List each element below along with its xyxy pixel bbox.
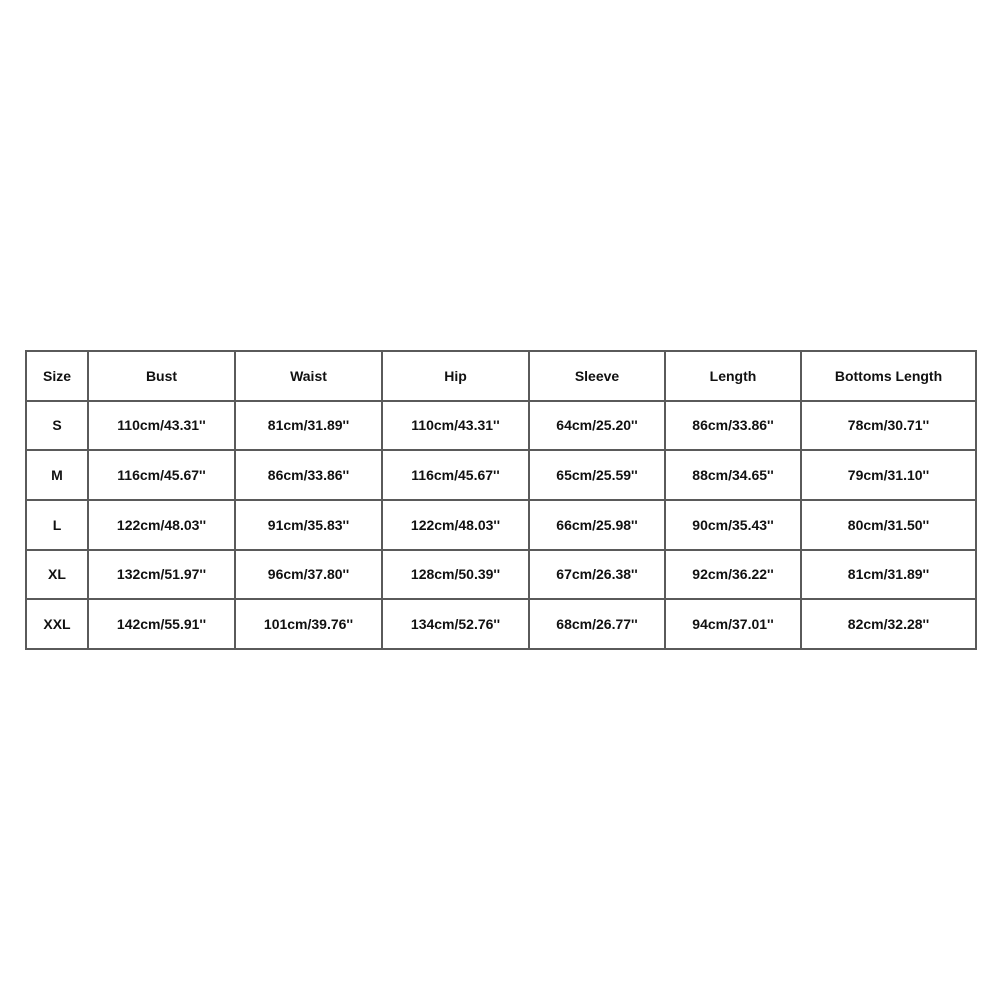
table-header-row	[26, 351, 976, 401]
cell-waist: 81cm/31.89''	[235, 401, 382, 451]
cell-bust: 132cm/51.97''	[88, 550, 235, 600]
cell-sleeve: 64cm/25.20''	[529, 401, 665, 451]
cell-bottoms-length: 78cm/30.71''	[801, 401, 976, 451]
cell-length: 86cm/33.86''	[665, 401, 801, 451]
cell-hip: 116cm/45.67''	[382, 450, 529, 500]
cell-waist: 101cm/39.76''	[235, 599, 382, 649]
cell-bottoms-length: 80cm/31.50''	[801, 500, 976, 550]
cell-bust: 116cm/45.67''	[88, 450, 235, 500]
cell-waist: 86cm/33.86''	[235, 450, 382, 500]
cell-hip: 122cm/48.03''	[382, 500, 529, 550]
cell-size: XL	[26, 550, 88, 600]
cell-bottoms-length: 79cm/31.10''	[801, 450, 976, 500]
cell-hip: 134cm/52.76''	[382, 599, 529, 649]
cell-sleeve: 67cm/26.38''	[529, 550, 665, 600]
header-waist: Waist	[235, 351, 382, 401]
cell-bust: 122cm/48.03''	[88, 500, 235, 550]
cell-size: M	[26, 450, 88, 500]
cell-size: S	[26, 401, 88, 451]
size-chart-table	[25, 350, 977, 650]
header-bust: Bust	[88, 351, 235, 401]
cell-length: 92cm/36.22''	[665, 550, 801, 600]
cell-bottoms-length: 81cm/31.89''	[801, 550, 976, 600]
header-hip: Hip	[382, 351, 529, 401]
cell-sleeve: 66cm/25.98''	[529, 500, 665, 550]
header-bottoms-length: Bottoms Length	[801, 351, 976, 401]
table-row	[26, 500, 976, 550]
table-row	[26, 450, 976, 500]
cell-sleeve: 68cm/26.77''	[529, 599, 665, 649]
header-sleeve: Sleeve	[529, 351, 665, 401]
cell-size: XXL	[26, 599, 88, 649]
table-row	[26, 550, 976, 600]
header-length: Length	[665, 351, 801, 401]
cell-waist: 96cm/37.80''	[235, 550, 382, 600]
cell-length: 94cm/37.01''	[665, 599, 801, 649]
table-row	[26, 599, 976, 649]
cell-length: 90cm/35.43''	[665, 500, 801, 550]
cell-waist: 91cm/35.83''	[235, 500, 382, 550]
cell-hip: 128cm/50.39''	[382, 550, 529, 600]
cell-bust: 142cm/55.91''	[88, 599, 235, 649]
cell-sleeve: 65cm/25.59''	[529, 450, 665, 500]
cell-hip: 110cm/43.31''	[382, 401, 529, 451]
header-size: Size	[26, 351, 88, 401]
cell-bottoms-length: 82cm/32.28''	[801, 599, 976, 649]
cell-length: 88cm/34.65''	[665, 450, 801, 500]
cell-size: L	[26, 500, 88, 550]
cell-bust: 110cm/43.31''	[88, 401, 235, 451]
table-row	[26, 401, 976, 451]
